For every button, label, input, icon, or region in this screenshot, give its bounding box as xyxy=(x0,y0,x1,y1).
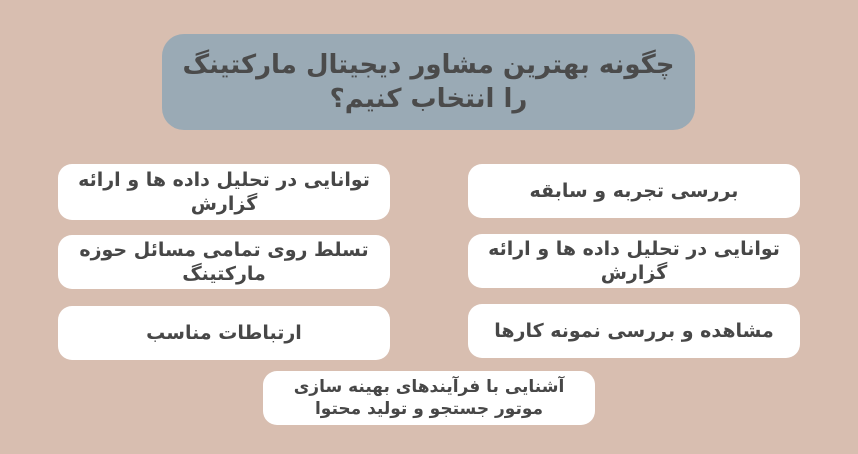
card-label: بررسی تجربه و سابقه xyxy=(529,180,739,202)
card-label: توانایی در تحلیل داده ها و ارائه گزارش xyxy=(488,238,780,284)
card-label: آشنایی با فرآیندهای بهینه سازی موتور جستجو و تولید محتوا xyxy=(293,377,565,419)
card-experience-review xyxy=(468,164,800,218)
card-data-analysis-right xyxy=(468,234,800,288)
card-label: ارتباطات مناسب xyxy=(146,322,302,344)
card-seo-content xyxy=(263,371,595,425)
card-portfolio-review xyxy=(468,304,800,358)
card-label: توانایی در تحلیل داده ها و ارائه گزارش xyxy=(78,169,370,215)
card-label: مشاهده و بررسی نمونه کارها xyxy=(494,320,774,342)
card-data-analysis-left xyxy=(58,164,390,220)
card-label: تسلط روی تمامی مسائل حوزه مارکتینگ xyxy=(79,239,369,285)
page-title: چگونه بهترین مشاور دیجیتال مارکتینگ را انتخاب کنیم؟ xyxy=(182,50,675,114)
card-communication xyxy=(58,306,390,360)
title-box xyxy=(162,34,695,130)
card-marketing-mastery xyxy=(58,235,390,289)
